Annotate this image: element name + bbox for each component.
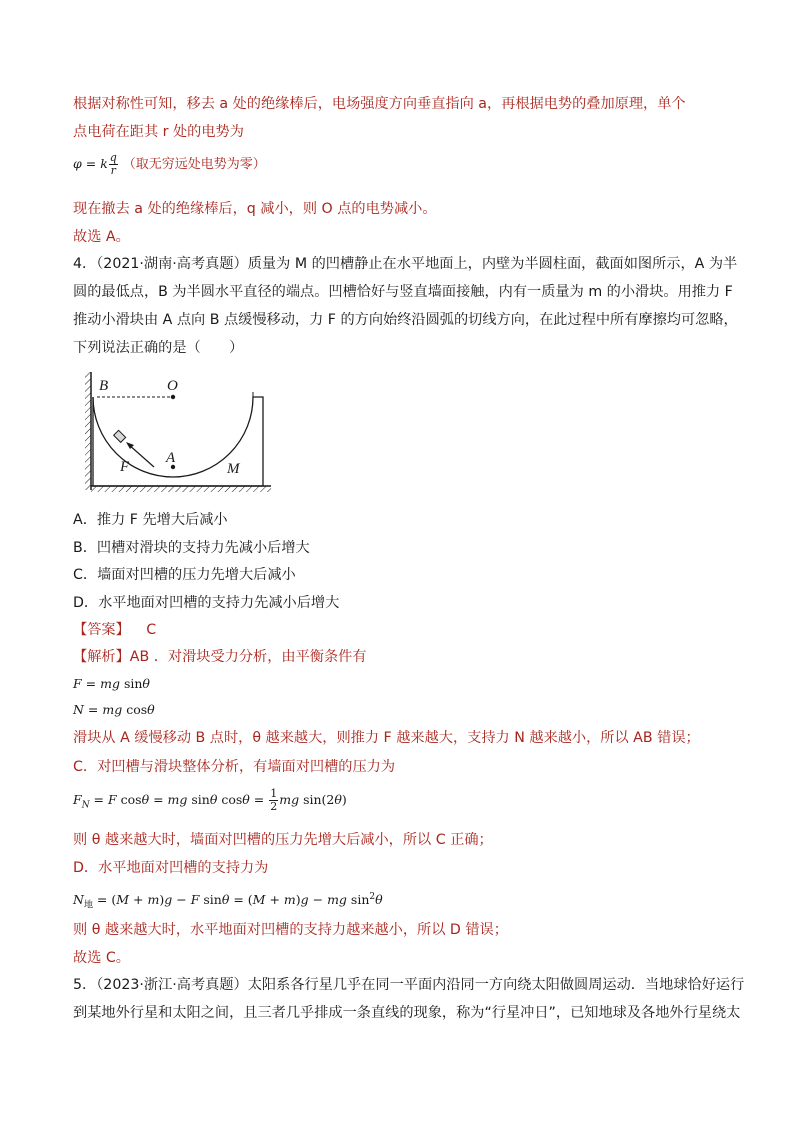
wall-hatch — [85, 372, 91, 490]
c-conclusion: 则 θ 越来越大时，墙面对凹槽的压力先增大后减小，所以 C 正确； — [73, 832, 493, 848]
q5-stem-line1: 5．（2023·浙江·高考真题）太阳系各行星几乎在同一平面内沿同一方向绕太阳做圆周运动．当地球恰好运行 — [73, 977, 745, 993]
ab-conclusion: 滑块从 A 缓慢移动 B 点时，θ 越来越大，则推力 F 越来越大，支持力 N 越来越小，所以 AB 错误； — [73, 730, 700, 746]
option-d: D．水平地面对凹槽的支持力先减小后增大 — [73, 595, 340, 611]
d-intro: D．水平地面对凹槽的支持力为 — [73, 860, 269, 876]
answer-row — [73, 620, 156, 640]
analysis-ab-text: AB ．对滑块受力分析，由平衡条件有 — [129, 649, 367, 665]
label-M: M — [227, 461, 240, 477]
ground-hatch — [91, 486, 271, 492]
q3-formula-row — [73, 152, 266, 186]
q4-choose: 故选 C。 — [73, 950, 130, 966]
analysis-tag: 【解析】 — [73, 649, 130, 665]
answer-tag: 【答案】 — [73, 622, 130, 638]
q4-stem-line2: 圆的最低点，B 为半圆水平直径的端点。凹槽恰好与竖直墙面接触，内有一质量为 m 的小滑块。用推力 F — [73, 284, 733, 300]
q5-stem-line2: 到某地外行星和太阳之间，且三者几乎排成一条直线的现象，称为“行星冲日”，已知地球及各地外行星绕太 — [73, 1005, 741, 1021]
phi-formula: φ = k $\frac{q}{r}$ — [73, 151, 117, 177]
equation-FN: $F_N = F$ cosθ = mg sinθ cosθ = $\frac{1}{2}$ mg sin(2θ) — [73, 787, 347, 813]
q3-analysis-line3: 现在撤去 a 处的绝缘棒后，q 减小，则 O 点的电势减小。 — [73, 201, 437, 217]
option-a: A．推力 F 先增大后减小 — [73, 512, 228, 528]
c-intro: C．对凹槽与滑块整体分析，有墙面对凹槽的压力为 — [73, 759, 396, 775]
q4-stem-line3: 推动小滑块由 A 点向 B 点缓慢移动，力 F 的方向始终沿圆弧的切线方向，在此过程中所有摩擦均可忽略， — [73, 312, 738, 328]
phi-formula-note: （取无穷远处电势为零） — [122, 157, 266, 172]
label-B: B — [99, 378, 109, 394]
label-O: O — [167, 378, 178, 394]
q3-analysis-line2: 点电荷在距其 r 处的电势为 — [73, 124, 244, 140]
label-A: A — [166, 450, 176, 466]
q4-stem-line4: 下列说法正确的是（ ） — [73, 340, 244, 356]
analysis-ab-row — [73, 647, 367, 667]
q3-choose: 故选 A。 — [73, 229, 130, 245]
groove-diagram — [85, 370, 275, 496]
equation-N-ground: $N_地 = (M + m)g - F$ sinθ = (M + m)g − mg $\sin^2\theta$ — [73, 892, 383, 911]
d-conclusion: 则 θ 越来越大时，水平地面对凹槽的支持力越来越小，所以 D 错误； — [73, 922, 508, 938]
option-b: B．凹槽对滑块的支持力先减小后增大 — [73, 540, 310, 556]
label-F: F — [120, 459, 130, 475]
center-point-O — [171, 395, 175, 399]
answer-value: C — [146, 622, 157, 638]
force-F-arrow — [128, 444, 154, 467]
slider-block — [114, 430, 126, 442]
q3-analysis-line1: 根据对称性可知，移去 a 处的绝缘棒后，电场强度方向垂直指向 a，再根据电势的叠加原理，单个 — [73, 96, 686, 112]
q4-stem-line1: 4．（2021·湖南·高考真题）质量为 M 的凹槽静止在水平地面上，内壁为半圆柱面，截面如图所示，A 为半 — [73, 256, 738, 272]
equation-F: F = mg sinθ — [73, 676, 150, 691]
option-c: C．墙面对凹槽的压力先增大后减小 — [73, 567, 296, 583]
equation-N: N = mg cosθ — [73, 702, 155, 717]
